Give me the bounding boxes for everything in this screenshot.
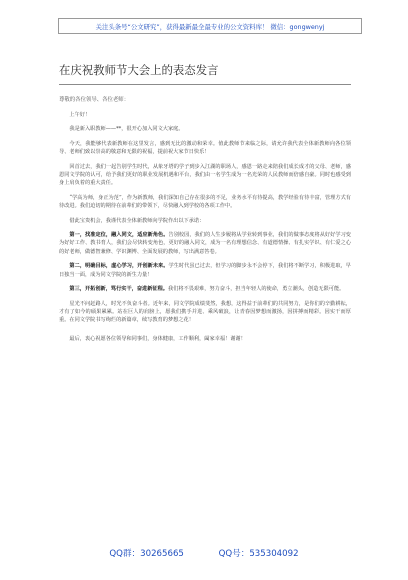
paragraph (59, 140, 351, 157)
paragraph-text: 告别校园，我们的人生步履将从学业转到事业，我们的做事态度将从好好学习变为好好工作、教书育人，我们会尽快转变角色，更好的融入同文，成为一名有理想信念、有道德情操、有扎实学识、有仁爱之心的好老师，做德智兼修、学识渊博、全面发展的教师，写出满意答卷。 (59, 232, 351, 255)
paragraph-text: 星光不问赶路人，时光不负奋斗者。近年来，同文学院成绩斐然，我想，这得益于前辈们的共同努力，是你们的辛勤耕耘，才有了如今的硕果累累。站在巨人的肩膀上，愿我们携手并进、乘风破浪，让青春因梦想而激扬，因拼搏而精彩。因实干而厚重。在同文学院书写绚烂的新篇章，续写教育的梦想之花！ (59, 300, 351, 324)
commitment-heading: 第二，明确目标，虚心学习，开创新未来。 (69, 263, 169, 270)
commitment-paragraph (59, 285, 351, 293)
paragraph (59, 194, 351, 211)
paragraph-text: “学高为师，身正为范”，作为新教师，我们深知自己存在很多的不足，业务水平有待提高，教学经验有待丰富，管理方式有待改进。我们迫切的期待在前辈们的带领下，尽快融入到学校的各项工作中。 (59, 194, 351, 210)
paragraph (59, 111, 351, 119)
commitment-heading: 第三，开拓创新，笃行实干，奋进新征程。 (69, 286, 168, 293)
commitment-paragraph (59, 262, 351, 279)
salutation: 尊敬的各位领导、各位老师： (59, 97, 130, 103)
document-body (59, 62, 351, 349)
qq-number-link[interactable]: QQ号：535304092 (218, 549, 299, 559)
commitment-heading: 第一，找准定位，融入同文，适应新角色。 (69, 232, 169, 239)
paragraph-text: 我们将不畏艰难，努力奋斗，担当年轻人的使命，勇立潮头，创造无限可能。 (167, 286, 345, 293)
closing-paragraph (59, 335, 351, 343)
document-title: 在庆祝教师节大会上的表态发言 (59, 63, 219, 77)
commitment-paragraph (59, 231, 351, 256)
paragraph (59, 163, 351, 188)
title-divider (59, 84, 351, 85)
paragraph-text: 今天，我能够代表新教师在这里发言，感到无比的激动和荣幸。值此教师节来临之际，请允许我代表全体新教师向各位领导、老师们致以崇高的敬意和无限的祝福，提前祝大家节日快乐！ (59, 140, 351, 156)
paragraph (59, 217, 351, 225)
paragraph-text: 借此宝贵机会，我谨代表全体新教师向学院作出以下承诺： (69, 217, 205, 224)
paragraph-text: 上午好！ (69, 112, 91, 118)
paragraph-text: 最后，衷心祝愿各位领导和同事们，身体健康，工作顺利，阖家幸福！谢谢！ (69, 335, 246, 342)
top-banner[interactable]: 关注头条号“公文研究”，获得最新最全最专业的公文资料库！ 微信：gongwenyj (58, 18, 362, 34)
contact-footer (0, 547, 408, 559)
paragraph (59, 300, 351, 325)
paragraph-text: 学生时代虽已过去，但学习的脚步永不会停下，我们将不断学习，积极进取，早日独当一面，成为同文学院的新生力量！ (59, 263, 351, 278)
paragraph (59, 125, 351, 133)
paragraph-text: 我是新入职教师——**，很开心加入同文大家庭。 (69, 126, 184, 133)
paragraph-text: 回首过去，我们一起告别学生时代，从象牙塔的学子到步入江湖的职场人，感恩一路走来陪我们成长成才的父母、老师，感恩同文学院的认可，给予我们更好的职业发展机遇和平台，我们由一名学生成为一名光荣的人民教师而倍感自豪。同时也感受到身上肩负着的重大责任。 (59, 163, 351, 187)
qq-group-link[interactable]: QQ群：30265665 (109, 549, 184, 559)
